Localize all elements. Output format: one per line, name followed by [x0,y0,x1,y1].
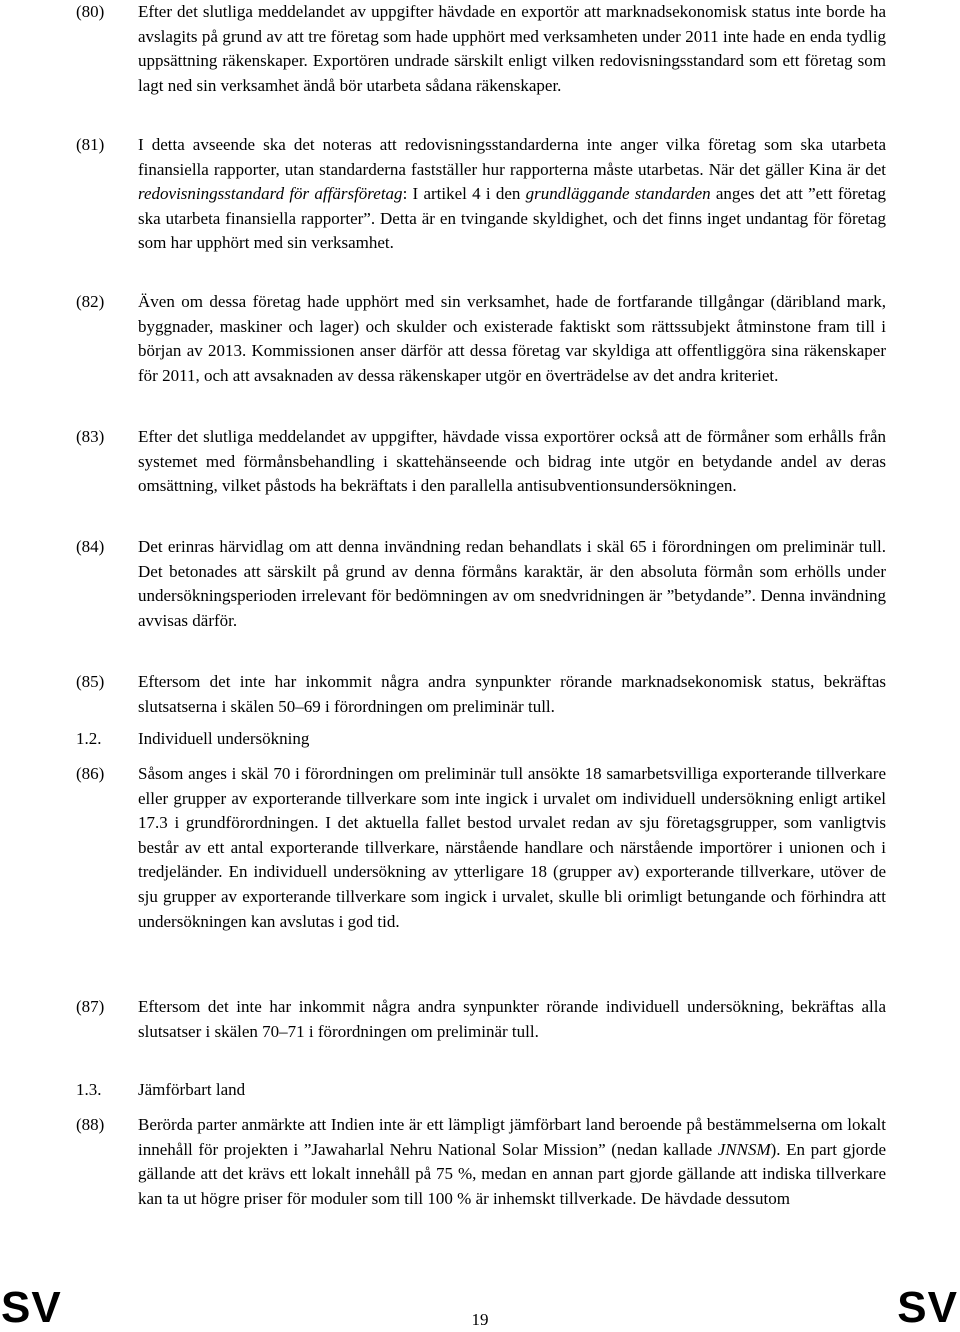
section-heading [76,1078,886,1103]
text-run: ). En part gjorde gällande att det krävs ett lokalt innehåll på 75 %, medan en annan part gjorde gällande att indiska tillverkare kan ta ut högre priser för moduler som till 100 % är inhemskt tillverkade. De hävdade dessutom [138,1139,887,1208]
recital-body [138,762,886,934]
text-run: Jämförbart land [138,1080,246,1099]
recital-body [138,1113,886,1211]
text-run: Eftersom det inte har inkommit några andra synpunkter rörande marknadsekonomisk status, bekräftas slutsatserna i skälen 50–69 i förordningen om preliminär tull. [138,672,886,716]
footer-language-code-left: SV [1,1283,62,1332]
section-title [138,727,886,752]
recital-number: (80) [76,2,105,21]
text-run: anges det att ”ett företag ska utarbeta finansiella rapporter”. Detta är en tvingande skyldighet, och det finns inget undantag för företag som har upphört med sin verksamhet. [138,184,886,253]
text-run: Även om dessa företag hade upphört med sin verksamhet, hade de fortfarande tillgångar (däribland mark, byggnader, maskiner och lager) och skulder och existerade faktiskt som rättssubjekt åtminstone fram till i början av 2013. Kommissionen anser därför att dessa företag var skyldiga att offentliggöra sina räkenskaper för 2011, och att avsaknaden av dessa räkenskaper utgör en överträdelse av det andra kriteriet. [138,292,886,385]
recital-number: (85) [76,672,105,691]
text-run: Efter det slutliga meddelandet av uppgifter hävdade en exportör att marknadsekonomisk status inte borde ha avslagits på grund av att tre företag som hade upphört med verksamheten under 2011 inte hade en enda tydlig uppsättning räkenskaper. Exportören undrade särskilt enligt vilken redovisningsstandard som ett företag som lagt ned sin verksamhet ändå bör utarbeta sådana räkenskaper. [138,2,886,95]
recital-paragraph [76,670,886,719]
recital-paragraph [76,995,886,1044]
section-number: 1.3. [76,1080,102,1099]
recital-paragraph [76,133,886,256]
recital-paragraph [76,425,886,499]
section-number: 1.2. [76,729,102,748]
section-heading [76,727,886,752]
recital-number: (83) [76,427,105,446]
recital-paragraph [76,535,886,633]
text-run: Berörda parter anmärkte att Indien inte är ett lämpligt jämförbart land beroende på bestämmelserna om lokalt innehåll för projekten i ”Jawaharlal Nehru National Solar Mission” (nedan kallade [138,1115,886,1159]
text-run: Eftersom det inte har inkommit några andra synpunkter rörande individuell undersökning, bekräftas alla slutsatser i skälen 70–71 i förordningen om preliminär tull. [138,997,886,1041]
italic-term: redovisningsstandard för affärsföretag [138,184,403,204]
text-run: : I artikel 4 i den [402,184,526,204]
recital-body [138,670,886,719]
text-run: Det erinras härvidlag om att denna invändning redan behandlats i skäl 65 i förordningen om preliminär tull. Det betonades att särskilt på grund av denna förmåns karaktär, är den absoluta förmån som erhölls under undersökningsperioden irrelevant för bedömningen av om snedvridningen är ”betydande”. Denna invändning avvisas därför. [138,537,886,630]
recital-body [138,133,886,256]
recital-body [138,535,886,633]
italic-term: JNNSM [717,1139,771,1159]
recital-number: (82) [76,292,105,311]
text-run: Efter det slutliga meddelandet av uppgifter, hävdade vissa exportörer också att de förmåner som erhålls från systemet med förmånsbehandling i skattehänseende och bidrag inte utgör en betydande andel av deras omsättning, vilket påstods ha bekräftats i den parallella antisubventionsundersökningen. [138,427,886,496]
recital-number: (88) [76,1115,105,1134]
recital-number: (84) [76,537,105,556]
footer-language-code-right: SV [897,1283,958,1332]
recital-paragraph [76,290,886,388]
recital-paragraph [76,1113,886,1211]
recital-number: (86) [76,764,105,783]
recital-body [138,0,886,98]
text-run: Individuell undersökning [138,729,310,748]
page-number: 19 [471,1310,489,1329]
recital-paragraph [76,762,886,934]
recital-body [138,425,886,499]
recital-body [138,995,886,1044]
recital-number: (81) [76,135,105,154]
section-title [138,1078,886,1103]
italic-term: grundläggande standarden [525,184,711,204]
recital-paragraph [76,0,886,98]
recital-number: (87) [76,997,105,1016]
text-run: Såsom anges i skäl 70 i förordningen om preliminär tull ansökte 18 samarbetsvilliga exporterande tillverkare eller grupper av exporterande tillverkare som inte ingick i urvalet om individuell undersökning enligt artikel 17.3 i grundförordningen. I det aktuella fallet bestod urvalet redan av sju företagsgrupper, som vanligtvis består av ett antal exporterande tillverkare, närstående handlare och närstående importörer i unionen och i tredjeländer. En individuell undersökning av ytterligare 18 (grupper av) exporterande tillverkare, utöver de sju grupper av exporterande tillverkare som ingick i urvalet, skulle bli orimligt betungande och förhindra att undersökningen kan avslutas i god tid. [138,764,886,931]
recital-body [138,290,886,388]
text-run: I detta avseende ska det noteras att redovisningsstandarderna inte anger vilka företag som ska utarbeta finansiella rapporter, utan standarderna fastställer hur rapporterna måste utarbetas. När det gäller Kina är det [138,135,886,179]
